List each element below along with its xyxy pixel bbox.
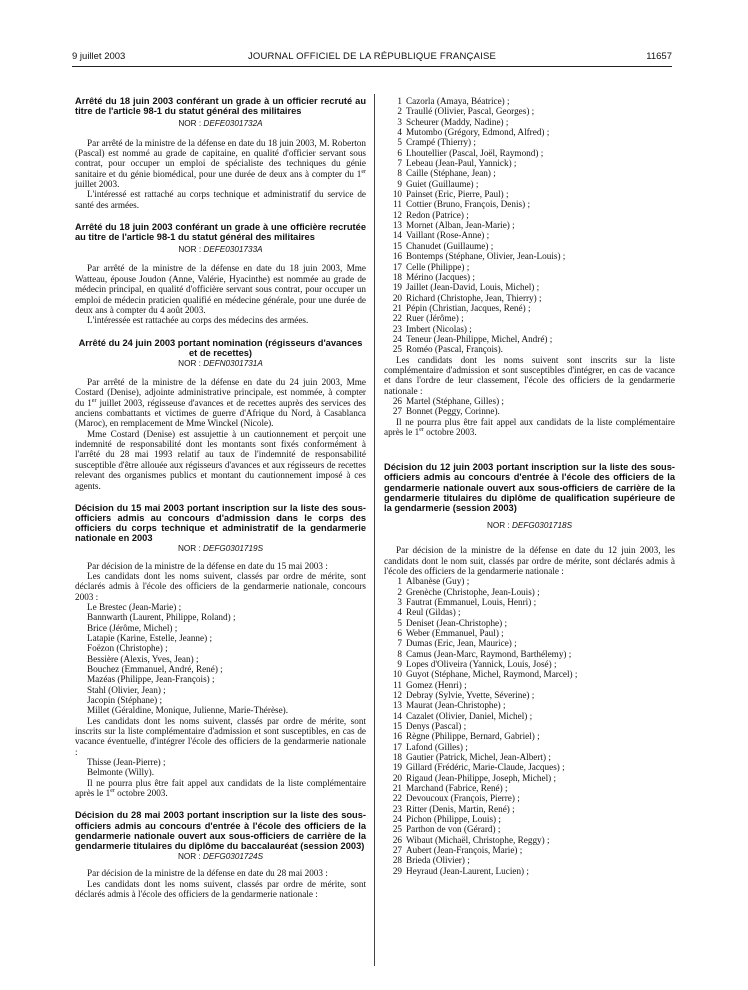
section-title: Décision du 15 mai 2003 portant inscription sur la liste des sous-officiers admis au concours d'admission dans le corps des officiers du corps technique et administratif de la gendarmerie nationale en 2003 xyxy=(75,502,366,544)
nor-code: DEFG0301718S xyxy=(511,520,573,530)
paragraph: Les candidats dont les noms suivent, classés par ordre de mérite, sont inscrits sur la liste complémentaire d'admission et sont susceptibles, en cas de vacance éventuelle, d'intégrer l'école des officiers de la gendarmerie nationale : xyxy=(75,715,366,757)
candidate-name: Wibaut (Michaël, Christophe, Reggy) ; xyxy=(406,834,550,845)
candidate-name: Imbert (Nicolas) ; xyxy=(406,323,472,334)
candidate-name: Teneur (Jean-Philippe, Michel, André) ; xyxy=(406,333,553,344)
rank-number: 28 xyxy=(392,855,402,866)
rank-number: 10 xyxy=(392,669,402,680)
candidate-name: Gautier (Patrick, Michel, Jean-Albert) ; xyxy=(406,752,551,763)
rank-number: 24 xyxy=(392,814,402,825)
rank-number: 11 xyxy=(393,679,402,690)
list-item xyxy=(384,189,675,199)
candidate-name: Redon (Patrice) ; xyxy=(406,209,469,220)
list-item xyxy=(384,824,675,834)
rank-number: 10 xyxy=(392,189,402,200)
rank-number: 12 xyxy=(392,689,402,700)
nor-reference xyxy=(75,544,366,554)
complementary-list xyxy=(75,757,366,778)
list-item xyxy=(384,845,675,855)
admitted-list xyxy=(384,576,675,876)
section-title: Arrêté du 18 juin 2003 conférant un grade à un officier recruté au titre de l'article 98-1 du statut général des militaires xyxy=(75,96,366,117)
list-item xyxy=(384,106,675,116)
list-item xyxy=(384,272,675,282)
list-item xyxy=(384,199,675,209)
rank-number: 18 xyxy=(392,752,402,763)
candidate-name: Maurat (Jean-Christophe) ; xyxy=(406,700,506,711)
list-item xyxy=(384,303,675,313)
paragraph: Par décision de la ministre de la défense en date du 12 juin 2003, les candidats dont le nom suit, classés par ordre de mérite, sont déclarés admis à l'école des officiers de la gendarmerie nationale : xyxy=(384,545,675,576)
paragraph: Par arrêté de la ministre de la défense en date du 18 juin 2003, Mme Watteau, épouse Joudon (Anne, Valérie, Hyacinthe) est nommée au grade de médecin principal, en qualité d'officière servant sous contrat, pour occuper un emploi de médecin praticien qualifié en médecine générale, pour une durée de deux ans à compter du 4 août 2003. xyxy=(75,263,366,315)
nor-code: DEFG0301724S xyxy=(202,851,264,861)
candidate-name: Cottier (Bruno, François, Denis) ; xyxy=(406,199,531,210)
list-item xyxy=(384,607,675,617)
candidate-name: Celle (Philippe) ; xyxy=(406,261,470,272)
list-item xyxy=(384,576,675,586)
candidate-name: Brieda (Olivier) ; xyxy=(406,855,470,866)
candidate-name: Bontemps (Stéphane, Olivier, Jean-Louis) ; xyxy=(406,251,566,262)
list-item xyxy=(384,334,675,344)
rank-number: 4 xyxy=(397,607,402,618)
list-item xyxy=(384,618,675,628)
rank-number: 18 xyxy=(392,271,402,282)
nor-label: NOR : xyxy=(177,544,201,554)
list-item: Millet (Géraldine, Monique, Julienne, Marie-Thérèse). xyxy=(87,705,289,716)
list-item xyxy=(384,137,675,147)
header-rule xyxy=(72,66,672,67)
list-item xyxy=(384,866,675,876)
candidate-name: Cazalet (Olivier, Daniel, Michel) ; xyxy=(406,710,533,721)
admitted-list xyxy=(75,602,366,716)
list-item xyxy=(384,127,675,137)
rank-number: 14 xyxy=(392,710,402,721)
candidate-name: Richard (Christophe, Jean, Thierry) ; xyxy=(406,292,542,303)
issue-date: 9 juillet 2003 xyxy=(72,51,126,62)
rank-number: 7 xyxy=(397,638,402,649)
candidate-name: Traullé (Olivier, Pascal, Georges) ; xyxy=(406,106,535,117)
rank-number: 1 xyxy=(397,576,402,587)
list-item xyxy=(384,396,675,406)
rank-number: 17 xyxy=(392,261,402,272)
left-column xyxy=(75,96,366,899)
rank-number: 15 xyxy=(392,721,402,731)
decree-officer-grade xyxy=(75,96,366,210)
list-item xyxy=(384,406,675,416)
rank-number: 5 xyxy=(397,137,402,148)
list-item xyxy=(384,313,675,323)
rank-number: 20 xyxy=(392,772,402,783)
list-item xyxy=(384,220,675,230)
candidate-name: Fautrat (Emmanuel, Louis, Henri) ; xyxy=(406,596,537,607)
nor-code: DEFE0301732A xyxy=(203,119,263,129)
paragraph: Par arrêté de la ministre de la défense en date du 24 juin 2003, Mme Costard (Denise), adjointe administrative principale, est nommée, à compter du 1er juillet 2003, régisseuse d'avances et de recettes auprès des services des anciens combattants et victimes de guerre d'Afrique du Nord, à Casablanca (Maroc), en remplacement de Mme Winckel (Nicole). xyxy=(75,377,367,429)
rank-number: 9 xyxy=(397,178,402,189)
rank-number: 26 xyxy=(392,395,402,406)
rank-number: 3 xyxy=(397,596,402,607)
paragraph: Il ne pourra plus être fait appel aux candidats de la liste complémentaire après le 1er octobre 2003. xyxy=(384,416,675,437)
paragraph: L'intéressé est rattaché au corps technique et administratif du service de santé des armées. xyxy=(75,189,366,210)
candidate-name: Ruer (Jérôme) ; xyxy=(406,313,464,324)
list-item xyxy=(384,158,675,168)
candidate-name: Caille (Stéphane, Jean) ; xyxy=(406,168,496,179)
list-item xyxy=(384,731,675,741)
list-item: Belmonte (Willy). xyxy=(87,767,154,778)
list-item xyxy=(384,344,675,354)
candidate-name: Lebeau (Jean-Paul, Yannick) ; xyxy=(406,158,517,169)
candidate-name: Règne (Philippe, Bernard, Gabriel) ; xyxy=(406,731,540,742)
rank-number: 27 xyxy=(392,845,402,856)
candidate-name: Ritter (Denis, Martin, René) ; xyxy=(406,803,515,814)
list-item xyxy=(384,230,675,240)
candidate-name: Grenèche (Christophe, Jean-Louis) ; xyxy=(406,586,540,597)
candidate-name: Vaillant (Rose-Anne) ; xyxy=(406,230,490,241)
list-item xyxy=(384,210,675,220)
section-title: Décision du 12 juin 2003 portant inscription sur la liste des sous-officiers admis au concours d'entrée à l'école des officiers de la gendarmerie nationale ouvert aux sous-officiers de carrière de la gendarmerie titulaires du diplôme de qualification supérieure de la gendarmerie (session 2003) xyxy=(384,462,675,513)
candidate-name: Painset (Eric, Pierre, Paul) ; xyxy=(406,189,509,200)
candidate-name: Gillard (Frédéric, Marie-Claude, Jacques) ; xyxy=(406,762,565,773)
decision-28-mai-2003 xyxy=(75,810,366,899)
admitted-list xyxy=(384,96,675,355)
paragraph: Les candidats dont les noms suivent, classés par ordre de mérite, sont déclarés admis à l'école des officiers de la gendarmerie nationale, concours 2003 : xyxy=(75,570,366,602)
candidate-name: Jaillet (Jean-David, Louis, Michel) ; xyxy=(406,282,540,293)
candidate-name: Gomez (Henri) ; xyxy=(406,679,467,690)
paragraph: Mme Costard (Denise) est assujettie à un cautionnement et perçoit une indemnité de responsabilité dont les montants sont fixés conformément à l'arrêté du 28 mai 1993 relatif au taux de l'indemnité de responsabilité susceptible d'être allouée aux régisseurs d'avances et aux régisseurs de recettes relevant des organismes publics et montant du cautionnement imposé à ces agents. xyxy=(75,428,366,491)
list-item xyxy=(384,148,675,158)
rank-number: 9 xyxy=(397,658,402,669)
candidate-name: Deniset (Jean-Christophe) ; xyxy=(406,617,508,628)
list-item xyxy=(384,241,675,251)
candidate-name: Mornet (Alban, Jean-Marie) ; xyxy=(406,220,515,231)
rank-number: 16 xyxy=(392,731,402,742)
nor-label: NOR : xyxy=(178,358,201,368)
candidate-name: Heyraud (Jean-Laurent, Lucien) ; xyxy=(406,865,529,876)
candidate-name: Denys (Pascal) ; xyxy=(406,721,467,731)
candidate-name: Lopes d'Oliveira (Yannick, Louis, José) ; xyxy=(406,658,557,669)
candidate-name: Dumas (Eric, Jean, Maurice) ; xyxy=(406,638,517,649)
section-title: Arrêté du 18 juin 2003 conférant un grade à une officière recrutée au titre de l'article 98-1 du statut général des militaires xyxy=(75,221,366,243)
rank-number: 5 xyxy=(397,617,402,628)
candidate-name: Guyot (Stéphane, Michel, Raymond, Marcel) ; xyxy=(406,669,578,680)
nor-label: NOR : xyxy=(178,245,202,255)
candidate-name: Marchand (Fabrice, René) ; xyxy=(406,783,508,794)
list-item: Bouchez (Emmanuel, André, René) ; xyxy=(87,664,223,674)
decree-nomination-regisseurs xyxy=(75,338,366,491)
rank-number: 25 xyxy=(392,344,402,355)
candidate-name: Chanudet (Guillaume) ; xyxy=(406,240,494,251)
list-item xyxy=(384,638,675,648)
list-item: Mazéas (Philippe, Jean-François) ; xyxy=(87,674,215,685)
page-header xyxy=(72,51,672,65)
decision-15-mai-2003 xyxy=(75,503,366,799)
list-item xyxy=(384,773,675,783)
candidate-name: Martel (Stéphane, Gilles) ; xyxy=(406,395,504,406)
paragraph: Par arrêté de la ministre de la défense en date du 18 juin 2003, M. Roberton (Pascal) est nommé au grade de capitaine, en qualité d'officier servant sous contrat, pour occuper un emploi de spécialiste des techniques du génie sanitaire et du génie biomédical, pour une durée de deux ans à compter du 1er juillet 2003. xyxy=(75,137,366,189)
nor-reference xyxy=(75,119,366,129)
rank-number: 15 xyxy=(392,240,402,251)
list-item: Brice (Jérôme, Michel) ; xyxy=(87,622,178,633)
complementary-list xyxy=(384,396,675,417)
list-item xyxy=(384,690,675,700)
right-column xyxy=(384,96,675,876)
paragraph: Les candidats dont les noms suivent sont inscrits sur la liste complémentaire d'admission et sont susceptibles d'intégrer, en cas de vacance et dans l'ordre de leur classement, l'école des officiers de la gendarmerie nationale : xyxy=(384,354,675,396)
list-item xyxy=(384,282,675,292)
list-item xyxy=(384,793,675,803)
list-item: Bessière (Alexis, Yves, Jean) ; xyxy=(87,653,199,664)
rank-number: 19 xyxy=(392,282,402,293)
nor-label: NOR : xyxy=(178,119,202,129)
nor-reference xyxy=(75,852,366,862)
list-item xyxy=(384,587,675,597)
candidate-name: Cazorla (Amaya, Béatrice) ; xyxy=(406,96,510,106)
candidate-name: Camus (Jean-Marc, Raymond, Barthélemy) ; xyxy=(406,648,572,659)
rank-number: 2 xyxy=(397,106,402,117)
candidate-name: Roméo (Pascal, François). xyxy=(406,344,503,355)
rank-number: 8 xyxy=(397,168,402,179)
rank-number: 6 xyxy=(397,627,402,638)
candidate-name: Aubert (Jean-François, Marie) ; xyxy=(406,845,523,856)
section-title: Arrêté du 24 juin 2003 portant nomination (régisseurs d'avances et de recettes) xyxy=(78,337,363,358)
paragraph: Par décision de la ministre de la défense en date du 28 mai 2003 : xyxy=(87,868,328,879)
rank-number: 2 xyxy=(397,586,402,597)
rank-number: 1 xyxy=(397,96,402,106)
rank-number: 13 xyxy=(392,700,402,711)
list-item: Bannwarth (Laurent, Philippe, Roland) ; xyxy=(87,612,236,623)
rank-number: 4 xyxy=(397,127,402,138)
list-item xyxy=(384,597,675,607)
list-item: Stahl (Olivier, Jean) ; xyxy=(87,684,166,695)
rank-number: 17 xyxy=(392,741,402,752)
candidate-name: Pépin (Christian, Jacques, René) ; xyxy=(406,302,531,313)
decision-12-juin-2003 xyxy=(384,462,675,876)
nor-code: DEFG0301719S xyxy=(202,544,264,554)
decree-officer-grade-female xyxy=(75,222,366,326)
candidate-name: Debray (Sylvie, Yvette, Séverine) ; xyxy=(406,689,535,700)
rank-number: 8 xyxy=(397,648,402,659)
rank-number: 20 xyxy=(392,292,402,303)
list-item xyxy=(384,762,675,772)
rank-number: 11 xyxy=(393,199,402,210)
list-item xyxy=(384,649,675,659)
list-item xyxy=(384,700,675,710)
list-item xyxy=(384,783,675,793)
list-item xyxy=(384,752,675,762)
nor-reference xyxy=(75,359,366,369)
candidate-name: Weber (Emmanuel, Paul) ; xyxy=(406,627,504,638)
list-item xyxy=(384,293,675,303)
candidate-name: Mérino (Jacques) ; xyxy=(406,271,475,282)
candidate-name: Reul (Gildas) ; xyxy=(406,607,461,618)
list-item xyxy=(384,117,675,127)
candidate-name: Guiet (Guillaume) ; xyxy=(406,178,479,189)
candidate-name: Albanèse (Guy) ; xyxy=(406,576,470,587)
list-item xyxy=(384,804,675,814)
nor-reference xyxy=(75,245,366,255)
nor-reference xyxy=(384,521,675,531)
list-item xyxy=(384,251,675,261)
nor-label: NOR : xyxy=(486,520,510,530)
list-item: Jacopin (Stéphane) ; xyxy=(87,695,163,706)
candidate-name: Pichon (Philippe, Louis) ; xyxy=(406,814,501,825)
list-item xyxy=(384,742,675,752)
list-item xyxy=(384,680,675,690)
nor-label: NOR : xyxy=(177,851,201,861)
column-divider xyxy=(374,94,375,966)
rank-number: 7 xyxy=(397,158,402,169)
rank-number: 21 xyxy=(392,302,402,313)
candidate-name: Bonnet (Peggy, Corinne). xyxy=(406,406,500,417)
list-item xyxy=(384,835,675,845)
rank-number: 23 xyxy=(392,323,402,334)
list-item xyxy=(384,669,675,679)
candidate-name: Crampé (Thierry) ; xyxy=(406,137,476,148)
rank-number: 13 xyxy=(392,220,402,231)
paragraph: Par décision de la ministre de la défense en date du 15 mai 2003 : xyxy=(87,560,328,571)
candidate-name: Devoucoux (François, Pierre) ; xyxy=(406,793,520,804)
list-item xyxy=(384,324,675,334)
page-number: 11657 xyxy=(646,51,672,62)
rank-number: 16 xyxy=(392,251,402,262)
candidate-name: Lafond (Gilles) ; xyxy=(406,741,468,752)
rank-number: 22 xyxy=(392,313,402,324)
list-item xyxy=(384,262,675,272)
paragraph: L'intéressée est rattachée au corps des médecins des armées. xyxy=(87,315,309,326)
paragraph: Il ne pourra plus être fait appel aux candidats de la liste complémentaire après le 1er octobre 2003. xyxy=(75,777,366,799)
list-item: Foëzon (Christophe) ; xyxy=(87,643,168,654)
rank-number: 26 xyxy=(392,834,402,845)
rank-number: 12 xyxy=(392,209,402,220)
candidate-name: Lhoutellier (Pascal, Joël, Raymond) ; xyxy=(406,147,544,158)
rank-number: 19 xyxy=(392,762,402,773)
paragraph: Les candidats dont les noms suivent, classés par ordre de mérite, sont déclarés admis à l'école des officiers de la gendarmerie nationale : xyxy=(75,878,366,899)
rank-number: 25 xyxy=(392,824,402,835)
rank-number: 22 xyxy=(392,793,402,804)
journal-title: JOURNAL OFFICIEL DE LA RÉPUBLIQUE FRANÇAISE xyxy=(247,51,497,62)
rank-number: 23 xyxy=(392,803,402,814)
list-item xyxy=(384,179,675,189)
rank-number: 24 xyxy=(392,333,402,344)
list-item xyxy=(384,96,675,106)
section-title: Décision du 28 mai 2003 portant inscription sur la liste des sous-officiers admis au concours d'entrée à l'école des officiers de la gendarmerie nationale ouvert aux sous-officiers de carrière de la gendarmerie titulaires du diplôme du baccalauréat (session 2003) xyxy=(75,810,366,851)
list-item xyxy=(384,168,675,178)
list-item xyxy=(384,814,675,824)
candidate-name: Scheurer (Maddy, Nadine) ; xyxy=(406,116,509,127)
nor-code: DEFE0301733A xyxy=(203,245,263,255)
list-item: Latapie (Karine, Estelle, Jeanne) ; xyxy=(87,632,212,643)
rank-number: 21 xyxy=(392,783,402,794)
list-item xyxy=(384,711,675,721)
list-item: Thisse (Jean-Pierre) ; xyxy=(87,757,166,768)
nor-code: DEFN0301731A xyxy=(203,358,263,368)
list-item xyxy=(384,855,675,865)
candidate-name: Mutombo (Grégory, Edmond, Alfred) ; xyxy=(406,127,550,138)
rank-number: 29 xyxy=(392,865,402,876)
list-item: Le Brestec (Jean-Marie) ; xyxy=(87,601,182,612)
rank-number: 14 xyxy=(392,230,402,241)
rank-number: 3 xyxy=(397,116,402,127)
list-item xyxy=(384,721,675,731)
rank-number: 6 xyxy=(397,147,402,158)
candidate-name: Parthon de von (Gérard) ; xyxy=(406,824,501,835)
rank-number: 27 xyxy=(392,406,402,417)
list-item xyxy=(384,659,675,669)
list-item xyxy=(384,628,675,638)
candidate-name: Rigaud (Jean-Philippe, Joseph, Michel) ; xyxy=(406,772,557,783)
